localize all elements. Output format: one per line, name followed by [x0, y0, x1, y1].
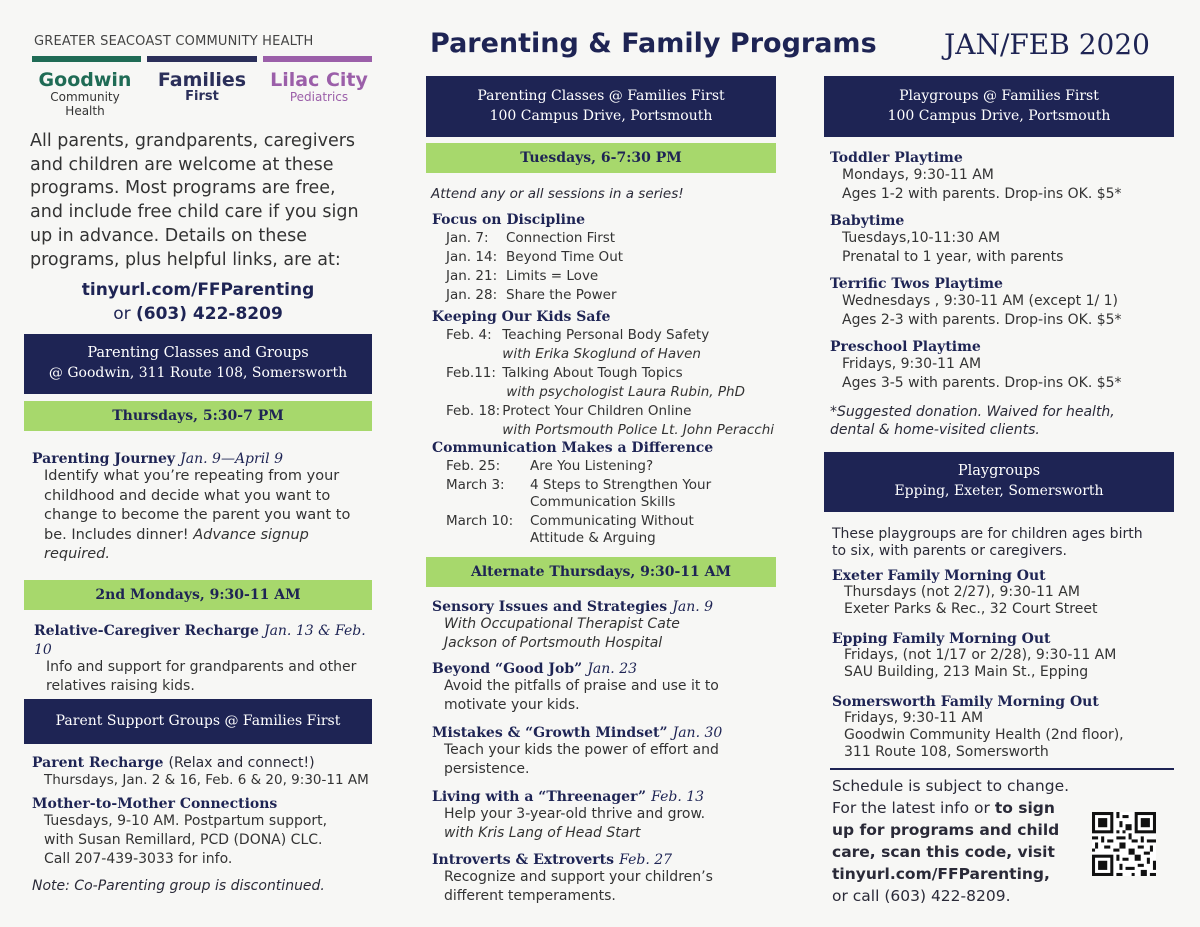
signup-instructions[interactable]: to sign up for programs and child care, scan this code, visit tinyurl.com/FFParenting, — [832, 799, 1060, 883]
intro-text: All parents, grandparents, caregivers and children are welcome at these programs. Most programs are free, and include free child care if you sign up in advance. Details on these programs, plus helpful links, are at: — [30, 131, 359, 270]
footer-info: Schedule is subject to change. For the latest info or to sign up for programs and child care, scan this code, visit tinyurl.com/FFParenting, or call (603) 422-8209. — [832, 775, 1082, 907]
website-link[interactable]: tinyurl.com/FFParenting — [81, 280, 315, 300]
alt-item-growth-mindset: Mistakes & “Growth Mindset” Jan. 30 Teach your kids the power of effort and persistence. — [432, 725, 723, 777]
series-note: Attend any or all sessions in a series! — [431, 186, 684, 202]
playgroups-other-header: Playgroups Epping, Exeter, Somersworth — [824, 452, 1174, 512]
classes-header: Parenting Classes @ Families First 100 Campus Drive, Portsmouth — [426, 76, 776, 137]
relative-caregiver-recharge: Relative-Caregiver Recharge Jan. 13 & Feb. 10 Info and support for grandparents and other relatives raising kids. — [34, 623, 366, 694]
toddler-playtime: Toddler Playtime Mondays, 9:30-11 AM Ages 1-2 with parents. Drop-ins OK. $5* — [830, 150, 1122, 202]
footer-divider — [830, 768, 1174, 770]
parent-recharge: Parent Recharge (Relax and connect!) Thursdays, Jan. 2 & 16, Feb. 6 & 20, 9:30-11 AM — [32, 755, 369, 788]
right-column — [824, 0, 1174, 927]
terrific-twos-playtime: Terrific Twos Playtime Wednesdays , 9:30-11 AM (except 1/ 1) Ages 2-3 with parents. Drop-ins OK. $5* — [830, 276, 1122, 328]
monday-bar: 2nd Mondays, 9:30-11 AM — [24, 580, 372, 610]
parenting-journey: Parenting Journey Jan. 9—April 9 Identify what you’re repeating from your childhood and decide what you want to change to become the parent you want to be. Includes dinner! Advance signup required. — [32, 451, 351, 562]
logo-bars — [32, 56, 372, 62]
footer-phone: or call (603) 422-8209. — [832, 887, 1011, 905]
left-column — [24, 0, 372, 927]
coparenting-note: Note: Co-Parenting group is discontinued. — [32, 878, 325, 894]
epping-morning-out: Epping Family Morning Out Fridays, (not 1/17 or 2/28), 9:30-11 AM SAU Building, 213 Main St., Epping — [832, 631, 1117, 680]
babytime: Babytime Tuesdays,10-11:30 AM Prenatal to 1 year, with parents — [830, 213, 1064, 265]
tuesday-bar: Tuesdays, 6-7:30 PM — [426, 143, 776, 173]
exeter-morning-out: Exeter Family Morning Out Thursdays (not 2/27), 9:30-11 AM Exeter Parks & Rec., 32 Court Street — [832, 568, 1098, 617]
alt-item-good-job: Beyond “Good Job” Jan. 23 Avoid the pitfalls of praise and use it to motivate your kids. — [432, 661, 719, 713]
discipline-schedule: Jan. 7: Connection First Jan. 14: Beyond Time Out Jan. 21: Limits = Love Jan. 28: Share the Power — [446, 230, 624, 303]
phone-number[interactable]: (603) 422-8209 — [135, 304, 283, 324]
page-title: Parenting & Family Programs — [430, 28, 877, 59]
date-range: JAN/FEB 2020 — [944, 28, 1150, 61]
preschool-playtime: Preschool Playtime Fridays, 9:30-11 AM Ages 3-5 with parents. Drop-ins OK. $5* — [830, 339, 1122, 391]
focus-on-discipline: Focus on Discipline Jan. 7: Connection First Jan. 14: Beyond Time Out Jan. 21: Limits = Love Jan. 28: Share the Power — [432, 212, 776, 306]
communication-section: Communication Makes a Difference Feb. 25: Are You Listening? March 3: 4 Steps to Strengthen Your Communication Skills March 10: Communicating Without Attitude & Arguing — [432, 440, 776, 549]
mother-to-mother: Mother-to-Mother Connections Tuesdays, 9-10 AM. Postpartum support, with Susan Remillard, PCD (DONA) CLC. Call 207-439-3033 for info. — [32, 796, 328, 867]
goodwin-logo: Goodwin Community Health — [38, 69, 132, 118]
playgroups-intro: These playgroups are for children ages birth to six, with parents or caregivers. — [832, 526, 1143, 559]
lilac-city-logo: Lilac City Pediatrics — [270, 69, 368, 104]
alt-item-introverts: Introverts & Extroverts Feb. 27 Recognize and support your children’s different temperaments. — [432, 852, 713, 904]
support-groups-header: Parent Support Groups @ Families First — [24, 699, 372, 744]
donation-footnote: *Suggested donation. Waived for health, dental & home-visited clients. — [830, 404, 1115, 438]
alt-item-threenager: Living with a “Threenager” Feb. 13 Help your 3-year-old thrive and grow. with Kris Lang of Head Start — [432, 789, 706, 841]
thursday-bar: Thursdays, 5:30-7 PM — [24, 401, 372, 431]
phone-line: or (603) 422-8209 — [113, 304, 283, 324]
families-first-logo: Families First — [157, 69, 247, 104]
qr-code-icon[interactable] — [1092, 812, 1156, 876]
goodwin-header: Parenting Classes and Groups @ Goodwin, 311 Route 108, Somersworth — [24, 334, 372, 394]
alt-item-sensory: Sensory Issues and Strategies Jan. 9 With Occupational Therapist Cate Jackson of Portsmouth Hospital — [432, 599, 714, 651]
keeping-kids-safe: Keeping Our Kids Safe Feb. 4: Teaching Personal Body Safety with Erika Skoglund of Haven Feb.11: Talking About Tough Topics with psychologist Laura Rubin, PhD Feb. 18: Protect Your Children Online with Portsmouth Police Lt. John Peracchi — [432, 309, 776, 441]
communication-schedule: Feb. 25: Are You Listening? March 3: 4 Steps to Strengthen Your Communication Skills March 10: Communicating Without Attitude & Arguing — [446, 458, 712, 546]
somersworth-morning-out: Somersworth Family Morning Out Fridays, 9:30-11 AM Goodwin Community Health (2nd floor), 311 Route 108, Somersworth — [832, 694, 1124, 760]
safety-schedule: Feb. 4: Teaching Personal Body Safety with Erika Skoglund of Haven Feb.11: Talking About Tough Topics with psychologist Laura Rubin, PhD Feb. 18: Protect Your Children Online with Portsmouth Police Lt. John Peracchi — [446, 327, 774, 438]
org-name: GREATER SEACOAST COMMUNITY HEALTH — [34, 34, 314, 49]
alternate-thursday-bar: Alternate Thursdays, 9:30-11 AM — [426, 557, 776, 587]
change-note: Schedule is subject to change. — [832, 777, 1070, 795]
middle-column — [426, 0, 776, 927]
playgroups-ff-header: Playgroups @ Families First 100 Campus Drive, Portsmouth — [824, 76, 1174, 137]
